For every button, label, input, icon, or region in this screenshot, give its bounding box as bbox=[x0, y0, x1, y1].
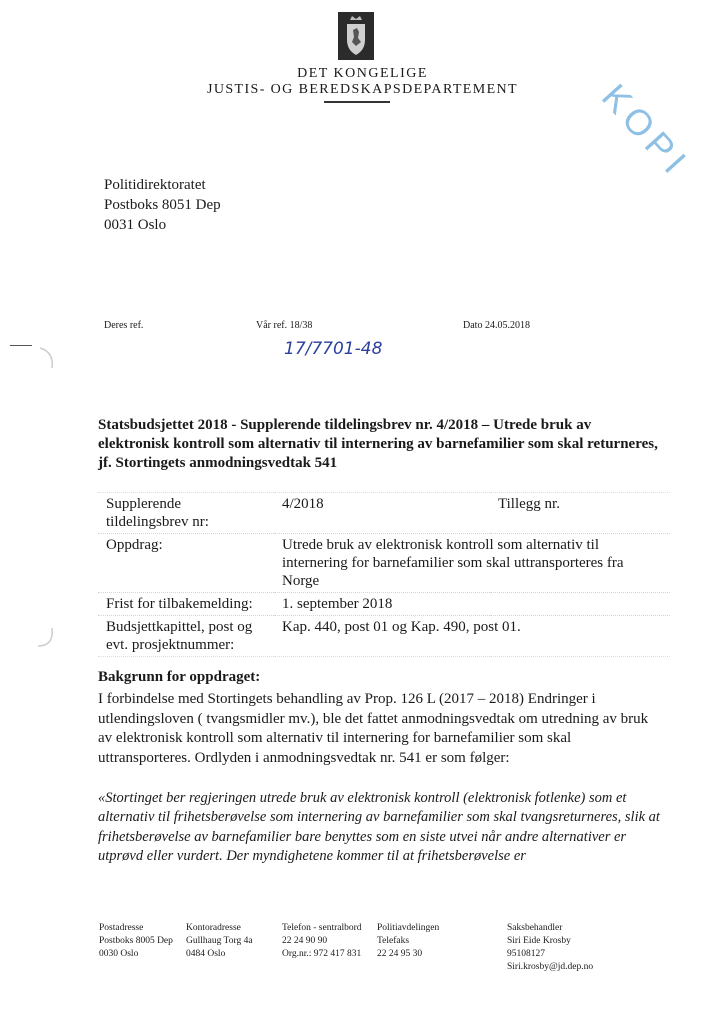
footer-line: Siri Eide Krosby bbox=[507, 936, 571, 946]
assignment-info-table bbox=[98, 492, 670, 657]
punch-hole-mark bbox=[36, 346, 58, 370]
footer-politiavdelingen bbox=[377, 922, 439, 961]
footer-line: 0484 Oslo bbox=[186, 949, 226, 959]
deres-ref: Deres ref. bbox=[104, 320, 144, 331]
footer-line: 95108127 bbox=[507, 949, 545, 959]
table-row bbox=[98, 593, 670, 616]
footer-label: Politiavdelingen bbox=[377, 923, 440, 933]
department-name-line1: DET KONGELIGE bbox=[297, 66, 428, 81]
row-value: Kap. 440, post 01 og Kap. 490, post 01. bbox=[274, 616, 670, 657]
footer-label: Kontoradresse bbox=[186, 923, 241, 933]
kopi-stamp-text: KOPI bbox=[594, 75, 699, 186]
row-value: 1. september 2018 bbox=[274, 593, 670, 616]
footer-kontoradresse bbox=[186, 922, 253, 961]
row-value: 4/2018 bbox=[274, 493, 490, 534]
coat-of-arms-icon bbox=[338, 12, 374, 60]
row-label: Budsjettkapittel, post og evt. prosjektnummer: bbox=[98, 616, 274, 657]
var-ref: Vår ref. 18/38 bbox=[256, 320, 313, 331]
recipient-line1: Politidirektoratet bbox=[104, 177, 206, 193]
footer-line: Gullhaug Torg 4a bbox=[186, 936, 253, 946]
recipient-line3: 0031 Oslo bbox=[104, 217, 167, 233]
punch-hole-mark bbox=[36, 626, 58, 650]
footer-line: 22 24 90 90 bbox=[282, 936, 328, 946]
fold-mark bbox=[10, 345, 32, 346]
header-divider bbox=[324, 101, 390, 103]
parliament-quote: «Stortinget ber regjeringen utrede bruk av elektronisk kontroll (elektronisk fotlenke) som et alternativ til frihetsberøvelse som internering av barnefamilier som skal tvangsreturneres, slik at frihetsberøvelse av barnefamilier bare benyttes som en siste utvei når andre alternativer er utprøvd eller vurdert. Der myndighetene kommer til at frihetsberøvelse er bbox=[98, 790, 660, 864]
kopi-stamp bbox=[590, 58, 710, 186]
footer-label: Telefon - sentralbord bbox=[282, 923, 362, 933]
recipient-address bbox=[104, 175, 221, 235]
footer-telefon bbox=[282, 922, 362, 961]
handwritten-reference bbox=[284, 332, 383, 362]
letter-subject: Statsbudsjettet 2018 - Supplerende tildelingsbrev nr. 4/2018 – Utrede bruk av elektronisk kontroll som alternativ til internering av barnefamilier som skal returneres, jf. Stortingets anmodningsvedtak 541 bbox=[98, 417, 658, 471]
row-value: Utrede bruk av elektronisk kontroll som alternativ til internering for barnefamilier som skal uttransporteres fra Norge bbox=[274, 534, 670, 593]
dato: Dato 24.05.2018 bbox=[463, 320, 530, 331]
background-paragraph: I forbindelse med Stortingets behandling av Prop. 126 L (2017 – 2018) Endringer i utlendingsloven ( tvangsmidler mv.), ble det fattet anmodningsvedtak om utredning av bruk av elektronisk kontroll som alternativ til internering for barnefamilier som skal uttransporteres. Ordlyden i anmodningsvedtak nr. 541 er som følger: bbox=[98, 691, 649, 766]
row-label: Frist for tilbakemelding: bbox=[98, 593, 274, 616]
footer-line: Telefaks bbox=[377, 936, 410, 946]
row-label: Supplerende tildelingsbrev nr: bbox=[98, 493, 274, 534]
department-name-line2: JUSTIS- OG BEREDSKAPSDEPARTEMENT bbox=[206, 82, 519, 97]
table-row bbox=[98, 534, 670, 593]
background-heading: Bakgrunn for oppdraget: bbox=[98, 669, 261, 685]
footer-line: 22 24 95 30 bbox=[377, 949, 423, 959]
table-row bbox=[98, 493, 670, 534]
handwritten-reference-text: 17/7701-48 bbox=[284, 339, 383, 359]
row-label: Oppdrag: bbox=[98, 534, 274, 593]
footer-line: Postboks 8005 Dep bbox=[99, 936, 173, 946]
footer-line: 0030 Oslo bbox=[99, 949, 139, 959]
footer-line: Org.nr.: 972 417 831 bbox=[282, 949, 362, 959]
row-extra: Tillegg nr. bbox=[490, 493, 670, 534]
footer-label: Saksbehandler bbox=[507, 923, 563, 933]
table-row bbox=[98, 616, 670, 657]
footer-postadresse bbox=[99, 922, 173, 961]
footer-email: Siri.krosby@jd.dep.no bbox=[507, 962, 594, 972]
footer-label: Postadresse bbox=[99, 923, 144, 933]
footer-saksbehandler bbox=[507, 922, 593, 974]
recipient-line2: Postboks 8051 Dep bbox=[104, 197, 221, 213]
